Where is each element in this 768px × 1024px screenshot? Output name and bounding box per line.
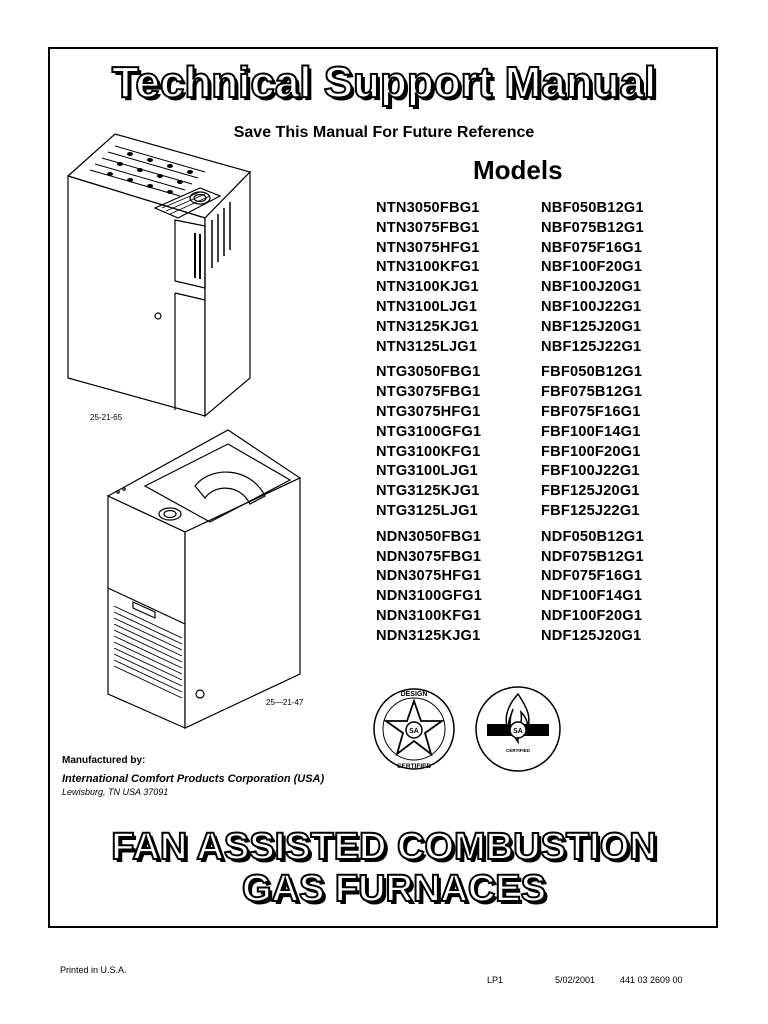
- model-number: NTN3125LJG1: [376, 338, 478, 355]
- model-number: NTN3125KJG1: [376, 318, 479, 335]
- model-number: NDN3075HFG1: [376, 568, 482, 585]
- model-number: FBF075B12G1: [541, 384, 643, 401]
- model-number: NBF100F20G1: [541, 259, 643, 276]
- upfront-furnace-illustration: [60, 128, 260, 420]
- svg-text:SA: SA: [409, 728, 419, 735]
- model-group: [376, 528, 706, 647]
- logo-certified-text-right: CERTIFIED: [506, 748, 530, 753]
- flame-certified-logo: [473, 684, 563, 774]
- model-number: NDF100F20G1: [541, 607, 643, 624]
- upper-figure-label: 25-21-65: [90, 413, 123, 422]
- model-number: NTG3050FBG1: [376, 364, 481, 381]
- product-title-line2: GAS FURNACES: [241, 868, 547, 910]
- manual-subtitle: Save This Manual For Future Reference: [233, 124, 535, 141]
- model-number: NDF075F16G1: [541, 568, 643, 585]
- models-list: [376, 199, 706, 653]
- design-certified-star-logo: [371, 684, 457, 774]
- footer-document-number: 441 03 2609 00: [620, 975, 683, 985]
- model-number: NTG3125LJG1: [376, 502, 478, 519]
- manual-title: Technical Support Manual: [111, 58, 657, 107]
- model-number: NBF075F16G1: [541, 239, 643, 256]
- model-number: NTG3100LJG1: [376, 463, 478, 480]
- model-number: NTG3100KFG1: [376, 443, 481, 460]
- model-number: NTN3100LJG1: [376, 298, 478, 315]
- model-number: NTG3075HFG1: [376, 403, 481, 420]
- model-number: NTG3100GFG1: [376, 423, 482, 440]
- model-number: FBF075F16G1: [541, 403, 641, 420]
- models-heading: Models: [473, 155, 563, 185]
- model-number: NTN3075HFG1: [376, 239, 480, 256]
- model-number: NDF050B12G1: [541, 528, 644, 545]
- model-number: FBF100J22G1: [541, 463, 640, 480]
- footer-printed: Printed in U.S.A.: [60, 965, 127, 975]
- model-number: NBF100J22G1: [541, 298, 642, 315]
- model-number: NDF100F14G1: [541, 588, 643, 605]
- model-number: NTN3100KJG1: [376, 279, 479, 296]
- model-number: NBF050B12G1: [541, 200, 644, 216]
- model-number: FBF125J20G1: [541, 483, 640, 500]
- model-number: NDN3125KJG1: [376, 627, 481, 644]
- model-number: NTN3075FBG1: [376, 219, 480, 236]
- model-number: NDF125J20G1: [541, 627, 642, 644]
- model-number: NTN3050FBG1: [376, 200, 480, 216]
- model-number: NTN3100KFG1: [376, 259, 480, 276]
- manufacturer-block: [62, 755, 324, 797]
- model-number: NBF075B12G1: [541, 219, 644, 236]
- downflow-furnace-illustration: [100, 426, 306, 732]
- product-title-line1: FAN ASSISTED COMBUSTION: [111, 826, 657, 868]
- model-number: FBF125J22G1: [541, 502, 640, 519]
- model-number: NBF125J20G1: [541, 318, 642, 335]
- model-number: NTG3075FBG1: [376, 384, 481, 401]
- footer-date: 5/02/2001: [555, 975, 596, 985]
- model-number: FBF100F20G1: [541, 443, 641, 460]
- model-group: [376, 199, 706, 357]
- lower-figure-label: 25—21-47: [266, 698, 304, 707]
- model-number: NDN3100GFG1: [376, 588, 483, 605]
- manufacturer-address: Lewisburg, TN USA 37091: [62, 787, 169, 797]
- model-number: NDF075B12G1: [541, 548, 644, 565]
- svg-text:SA: SA: [513, 728, 523, 735]
- model-number: NDN3100KFG1: [376, 607, 482, 624]
- model-group: [376, 363, 706, 521]
- footer-lp: LP1: [487, 975, 504, 985]
- model-number: FBF050B12G1: [541, 364, 643, 381]
- model-number: NDN3075FBG1: [376, 548, 482, 565]
- model-number: FBF100F14G1: [541, 423, 641, 440]
- model-number: NDN3050FBG1: [376, 528, 482, 545]
- model-number: NBF100J20G1: [541, 279, 642, 296]
- manufacturer-company: International Comfort Products Corporation (USA): [62, 773, 325, 785]
- logo-certified-text-left: CERTIFIED: [396, 763, 432, 770]
- manufacturer-label: Manufactured by:: [62, 755, 146, 766]
- model-number: NBF125J22G1: [541, 338, 642, 355]
- logo-design-text: DESIGN: [400, 691, 428, 698]
- model-number: NTG3125KJG1: [376, 483, 480, 500]
